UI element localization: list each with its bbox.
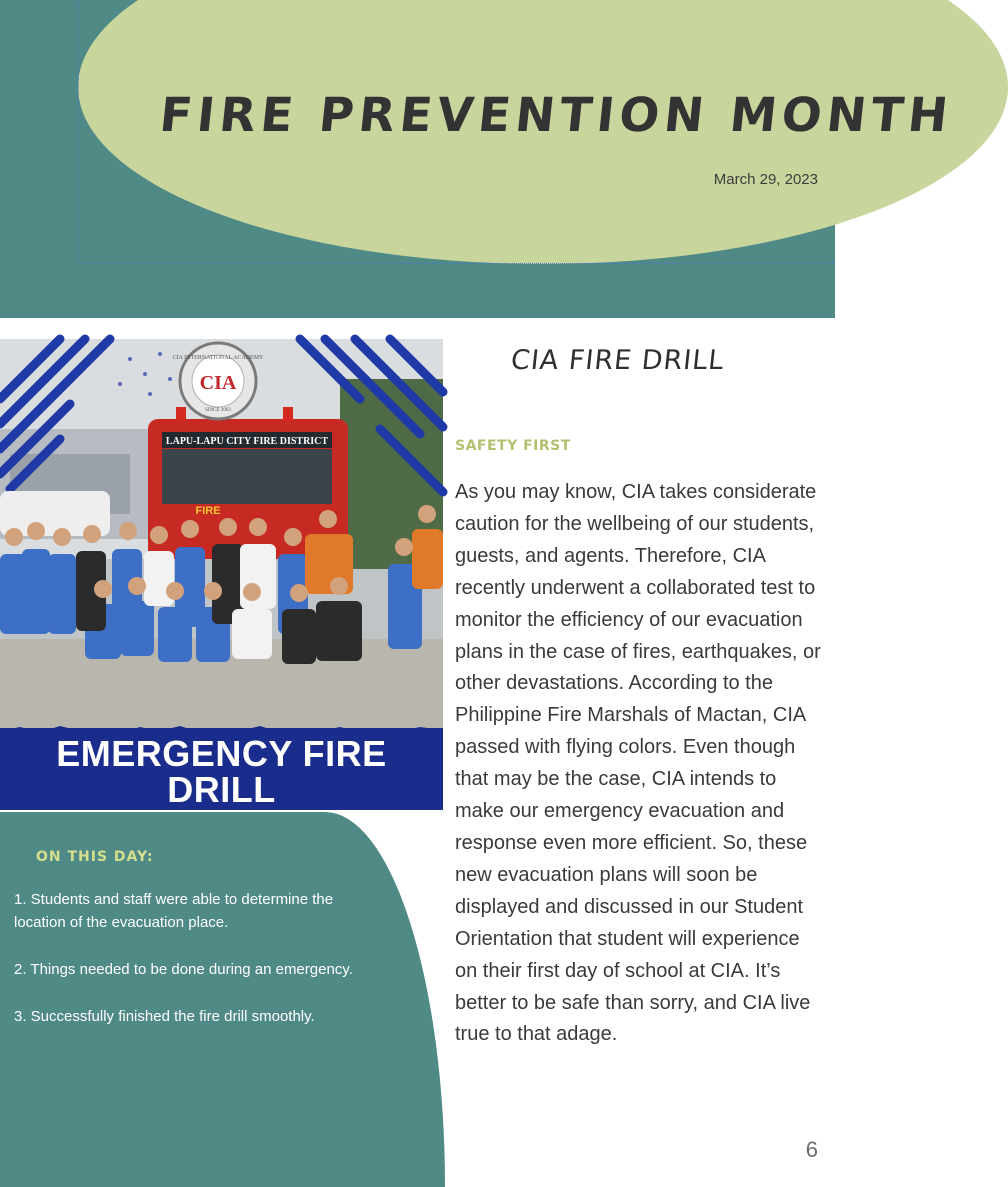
list-item: 3. Successfully finished the fire drill smoothly.	[14, 1008, 315, 1025]
article-body: As you may know, CIA takes considerate caution for the wellbeing of our students, guests, and agents. Therefore, CIA recently underwent a collaborated test to monitor the efficiency of our evacuation plans in the case of fires, earthquakes, or other devastations. According to the Philippine Fire Marshals of Mactan, CIA passed with flying colors. Even though that may be the case, CIA intends to make our emergency evacuation and response even more efficient. So, these new evacuation plans will soon be displayed and discussed in our Student Orientation that student will experience on their first day of school at CIA. It’s better to be safe than sorry, and CIA live true to that adage.	[455, 481, 821, 1046]
list-item: 1. Students and staff were able to determine the location of the evacuation place.	[14, 891, 334, 931]
cia-logo-text: CIA	[199, 372, 237, 394]
banner-line-1: EMERGENCY FIRE DRILL	[56, 733, 387, 810]
photo-truck-label: FIRE	[195, 505, 221, 517]
photo-truck-sign: LAPU-LAPU CITY FIRE DISTRICT	[165, 436, 329, 447]
photo-truck-siren-right	[283, 407, 293, 421]
page-title: FIRE PREVENTION MONTH	[157, 88, 956, 143]
cia-logo-since: SINCE 2003	[205, 408, 231, 413]
on-this-day-heading: ON THIS DAY:	[36, 849, 154, 865]
photo-truck-siren-left	[176, 407, 186, 421]
page-number: 6	[805, 1137, 818, 1162]
article-heading: CIA FIRE DRILL	[509, 345, 727, 376]
article-label: SAFETY FIRST	[455, 438, 571, 454]
photo-truck-windshield	[162, 449, 332, 504]
drill-banner	[0, 728, 443, 810]
cia-logo-ring: CIA INTERNATIONAL ACADEMY	[172, 355, 264, 361]
list-item: 2. Things needed to be done during an emergency.	[14, 961, 353, 978]
on-this-day-list	[14, 888, 384, 1052]
publish-date: March 29, 2023	[713, 171, 818, 188]
